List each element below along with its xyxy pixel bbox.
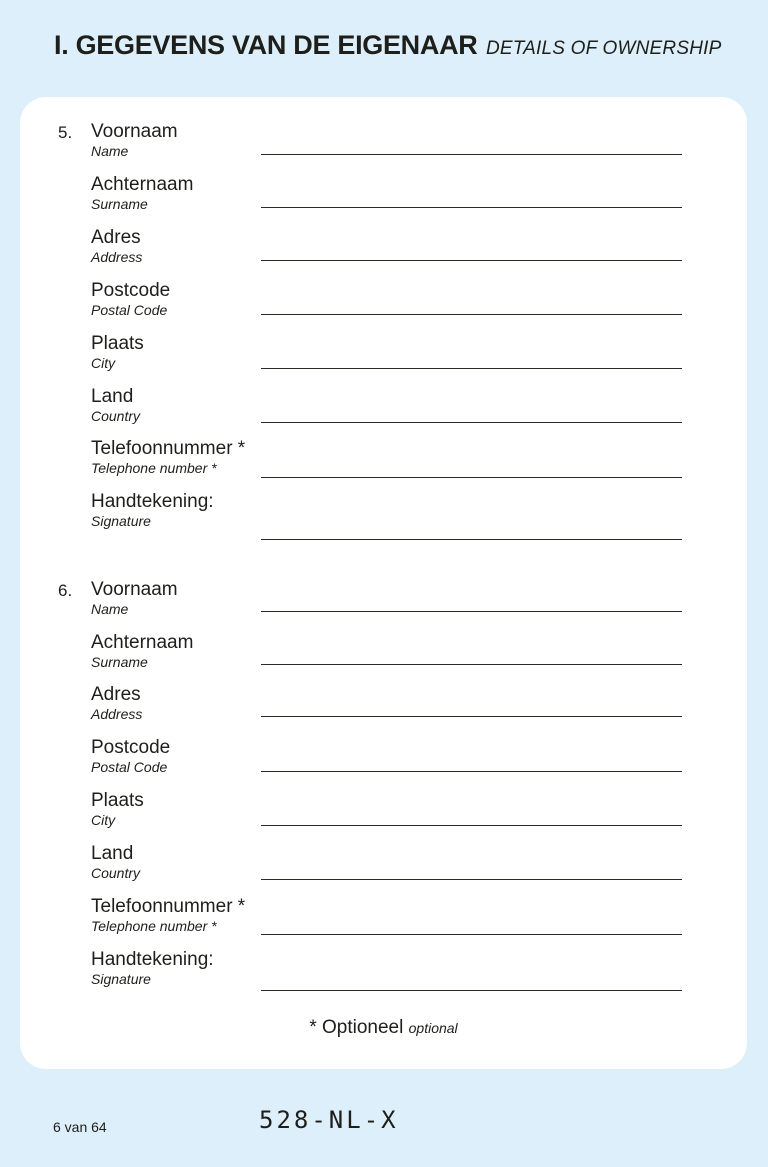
field-sublabel: City: [91, 812, 116, 828]
field-surname: [20, 632, 747, 682]
field-address: [20, 227, 747, 277]
field-sublabel: Postal Code: [91, 302, 168, 318]
field-label: Achternaam: [91, 174, 194, 195]
field-label: Plaats: [91, 790, 144, 811]
owner-number: 5.: [58, 123, 73, 142]
owner-number: 6.: [58, 581, 73, 600]
city-input-line[interactable]: [261, 825, 682, 826]
surname-input-line[interactable]: [261, 664, 682, 665]
field-telephone: [20, 438, 747, 488]
field-first-name: [20, 579, 747, 629]
field-city: [20, 790, 747, 840]
field-sublabel: Signature: [91, 513, 151, 529]
field-sublabel: Postal Code: [91, 759, 168, 775]
field-sublabel: Address: [91, 706, 143, 722]
field-label: Voornaam: [91, 579, 178, 600]
field-label: Handtekening:: [91, 491, 214, 512]
field-signature: [20, 949, 747, 999]
postal-code-input-line[interactable]: [261, 314, 682, 315]
signature-input-line[interactable]: [261, 990, 682, 991]
field-signature: [20, 491, 747, 541]
telephone-input-line[interactable]: [261, 934, 682, 935]
field-label: Land: [91, 386, 134, 407]
optional-footnote: [20, 1017, 747, 1039]
postal-code-input-line[interactable]: [261, 771, 682, 772]
section-title-en: DETAILS OF OWNERSHIP: [485, 38, 722, 59]
field-postal-code: [20, 280, 747, 330]
field-label: Plaats: [91, 333, 144, 354]
field-label: Telefoonnummer *: [91, 438, 246, 459]
address-input-line[interactable]: [261, 716, 682, 717]
field-label: Land: [91, 843, 134, 864]
field-sublabel: Country: [91, 408, 141, 424]
ownership-form-card: [20, 97, 747, 1069]
optional-footnote-nl: * Optioneel: [309, 1017, 404, 1038]
section-title: [54, 30, 722, 61]
field-sublabel: Name: [91, 143, 129, 159]
address-input-line[interactable]: [261, 260, 682, 261]
field-postal-code: [20, 737, 747, 787]
field-sublabel: Surname: [91, 654, 148, 670]
field-label: Postcode: [91, 280, 171, 301]
optional-footnote-en: optional: [408, 1020, 458, 1036]
field-country: [20, 386, 747, 436]
field-city: [20, 333, 747, 383]
field-sublabel: City: [91, 355, 116, 371]
field-sublabel: Address: [91, 249, 143, 265]
field-first-name: [20, 121, 747, 171]
field-sublabel: Telephone number *: [91, 918, 217, 934]
field-label: Postcode: [91, 737, 171, 758]
field-sublabel: Signature: [91, 971, 151, 987]
field-sublabel: Surname: [91, 196, 148, 212]
field-sublabel: Country: [91, 865, 141, 881]
field-address: [20, 684, 747, 734]
first-name-input-line[interactable]: [261, 154, 682, 155]
first-name-input-line[interactable]: [261, 611, 682, 612]
field-label: Adres: [91, 684, 141, 705]
field-sublabel: Telephone number *: [91, 460, 217, 476]
field-surname: [20, 174, 747, 224]
telephone-input-line[interactable]: [261, 477, 682, 478]
country-input-line[interactable]: [261, 422, 682, 423]
section-title-nl: I. GEGEVENS VAN DE EIGENAAR: [54, 30, 478, 60]
field-label: Handtekening:: [91, 949, 214, 970]
field-sublabel: Name: [91, 601, 129, 617]
document-code: 528-NL-X: [259, 1106, 399, 1134]
country-input-line[interactable]: [261, 879, 682, 880]
surname-input-line[interactable]: [261, 207, 682, 208]
field-label: Adres: [91, 227, 141, 248]
field-label: Voornaam: [91, 121, 178, 142]
signature-input-line[interactable]: [261, 539, 682, 540]
field-label: Achternaam: [91, 632, 194, 653]
field-label: Telefoonnummer *: [91, 896, 246, 917]
field-telephone: [20, 896, 747, 946]
city-input-line[interactable]: [261, 368, 682, 369]
field-country: [20, 843, 747, 893]
page-number: 6 van 64: [53, 1119, 107, 1135]
